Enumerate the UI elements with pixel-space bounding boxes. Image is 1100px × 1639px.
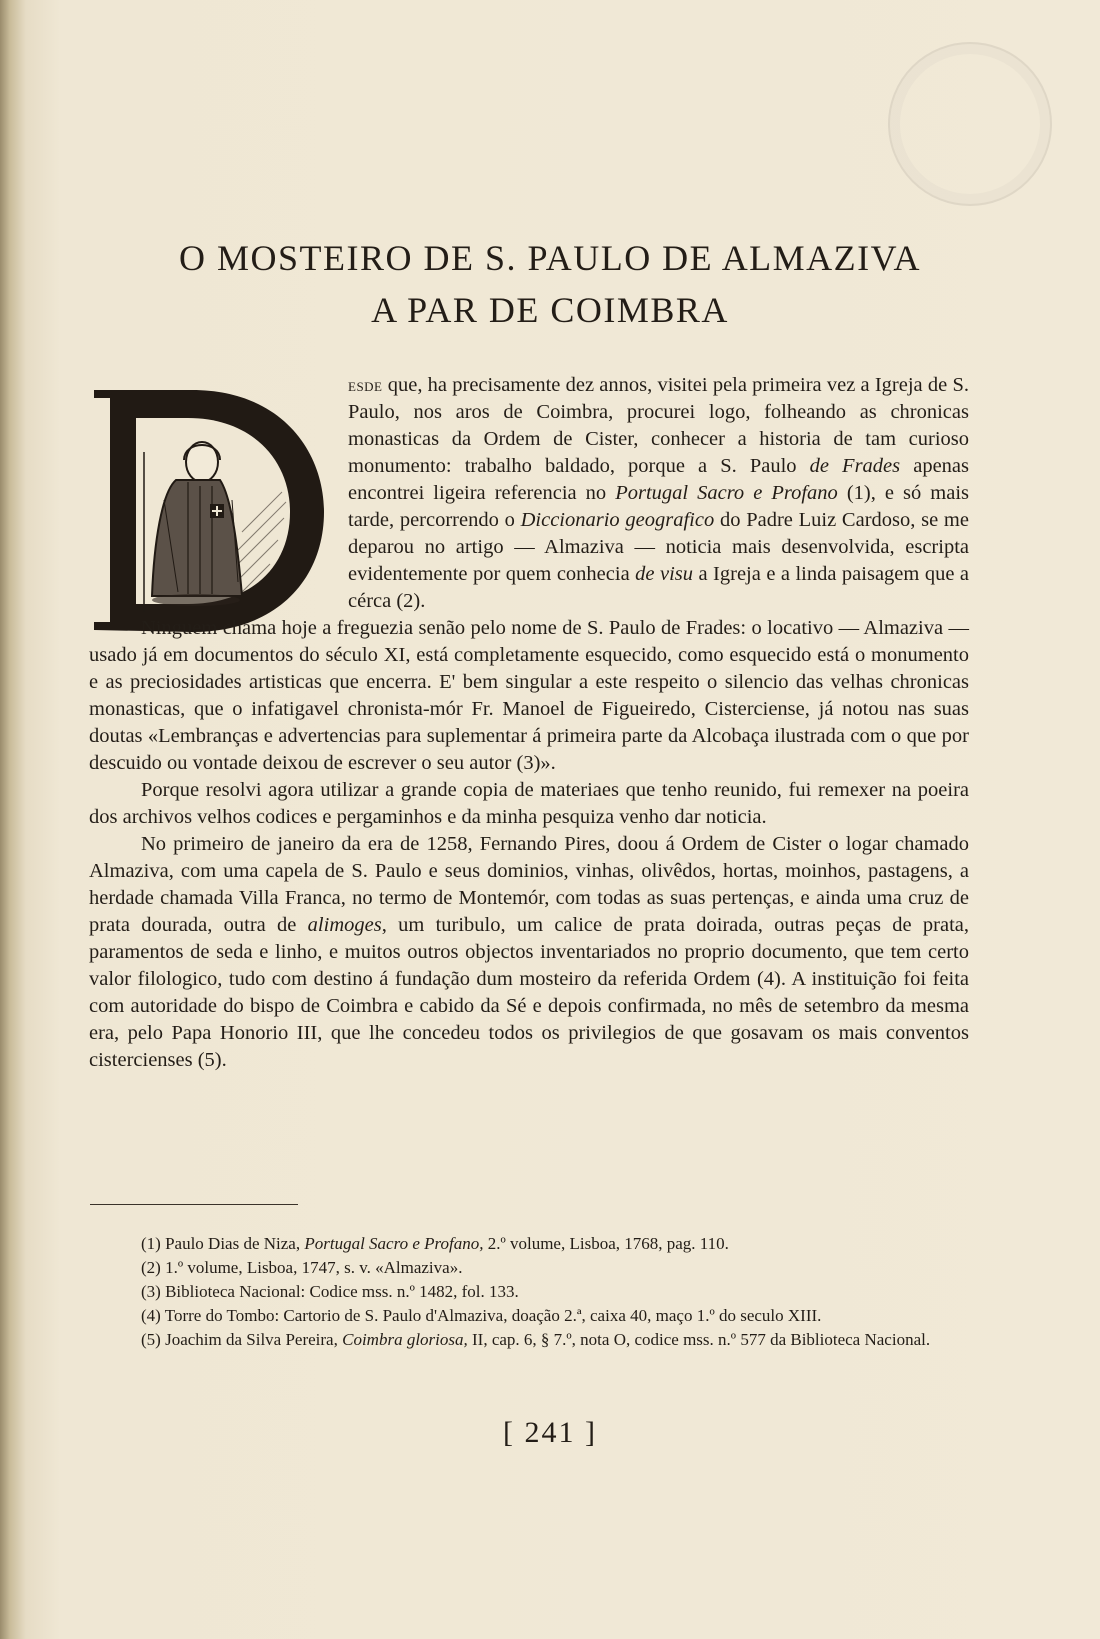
body-text (89, 372, 969, 1074)
footnote-4: (4) Torre do Tombo: Cartorio de S. Paulo d'Almaziva, doação 2.ª, caixa 40, maço 1.º do seculo XIII. (141, 1306, 822, 1325)
text-run: apenas encontrei ligeira referencia no (348, 455, 969, 504)
italic-run: alimoges (307, 914, 382, 936)
text-run: que, ha precisamente dez annos, visitei pela primeira vez a Igreja de S. Paulo, nos aros de Coimbra, procurei logo, folheando as chronicas monasticas da Ordem de Cister, conhecer a historia de tam curioso monumento: trabalho baldado, porque a S. Paulo (348, 374, 969, 477)
title-line-2: A PAR DE COIMBRA (371, 290, 729, 330)
text-run: No primeiro de janeiro da era de 1258, Fernando Pires, doou á Ordem de Cister o logar chamado Almaziva, com uma capela de S. Paulo e seus dominios, vinhas, olivêdos, hortas, moinhos, pastagens, a herdade chamada Villa Franca, no termo de Montemór, com todas as suas pertenças, e ainda uma cruz de prata dourada, outra de (89, 833, 969, 936)
footnote-1 (89, 1232, 969, 1256)
italic-run: de Frades (809, 455, 901, 477)
paragraph-3: Porque resolvi agora utilizar a grande copia de materiaes que tenho reunido, fui remexer na poeira dos archivos velhos codices e pergaminhos e da minha pesquiza venho dar noticia. (89, 779, 969, 828)
page-title (90, 232, 1010, 336)
text-run: II, cap. 6, § 7.º, nota O, codice mss. n.º 577 da Biblioteca Nacional. (467, 1330, 931, 1349)
text-run: (1), e só mais tarde, percorrendo o (348, 482, 969, 531)
footnote-divider (90, 1204, 298, 1205)
paragraph-1 (348, 372, 969, 615)
page-number: [ 241 ] (503, 1416, 597, 1449)
text-run: (1) Paulo Dias de Niza, (141, 1234, 305, 1253)
footnote-2: (2) 1.º volume, Lisboa, 1747, s. v. «Almaziva». (141, 1258, 463, 1277)
italic-run: de visu (635, 563, 693, 585)
paragraph-2: Ninguem chama hoje a freguezia senão pelo nome de S. Paulo de Frades: o locativo — Almaziva — usado já em documentos do século XI, está completamente esquecido, como esquecido está o monumento e as preciosidades artisticas que encerra. E' bem singular a este respeito o silencio das velhas chronicas monasticas, que o infatigavel chronista-mór Fr. Manoel de Figueiredo, Cisterciense, já notou nas suas doutas «Lembranças e advertencias para suplementar á primeira parte da Alcobaça ilustrada com o que por descuido ou vontade deixou de escrever o seu autor (3)». (89, 617, 969, 774)
italic-run: Portugal Sacro e Profano, (304, 1234, 484, 1253)
italic-run: Diccionario geografico (520, 509, 715, 531)
text-run: do Padre Luiz Cardoso, se me deparou no artigo — Almaziva — noticia mais desenvolvida, escripta evidentemente por quem conhecia (348, 509, 969, 585)
text-run: (5) Joachim da Silva Pereira, (141, 1330, 343, 1349)
text-run: a Igreja e a linda paisagem que a cérca (2). (348, 563, 969, 612)
paragraph-4 (89, 831, 969, 1074)
library-stamp (888, 42, 1052, 206)
italic-run: Portugal Sacro e Profano (615, 482, 838, 504)
footnote-5 (89, 1328, 969, 1352)
lead-word: esde (348, 375, 383, 396)
italic-run: Coimbra gloriosa, (342, 1330, 468, 1349)
text-run: , um turibulo, um calice de prata doirada, outras peças de prata, paramentos de seda e linho, e muitos outros objectos inventariados no proprio documento, que tem certo valor filologico, tudo com destino á fundação dum mosteiro da referida Ordem (4). A instituição foi feita com autoridade do bispo de Coimbra e cabido da Sé e depois confirmada, no mês de setembro da mesma era, pelo Papa Honorio III, que lhe concedeu todos os privilegios de que gosavam os mais conventos cistercienses (5). (89, 914, 969, 1071)
footnotes (89, 1232, 969, 1352)
title-line-1: O MOSTEIRO DE S. PAULO DE ALMAZIVA (178, 238, 922, 278)
footnote-3: (3) Biblioteca Nacional: Codice mss. n.º 1482, fol. 133. (141, 1282, 519, 1301)
text-run: 2.º volume, Lisboa, 1768, pag. 110. (483, 1234, 729, 1253)
